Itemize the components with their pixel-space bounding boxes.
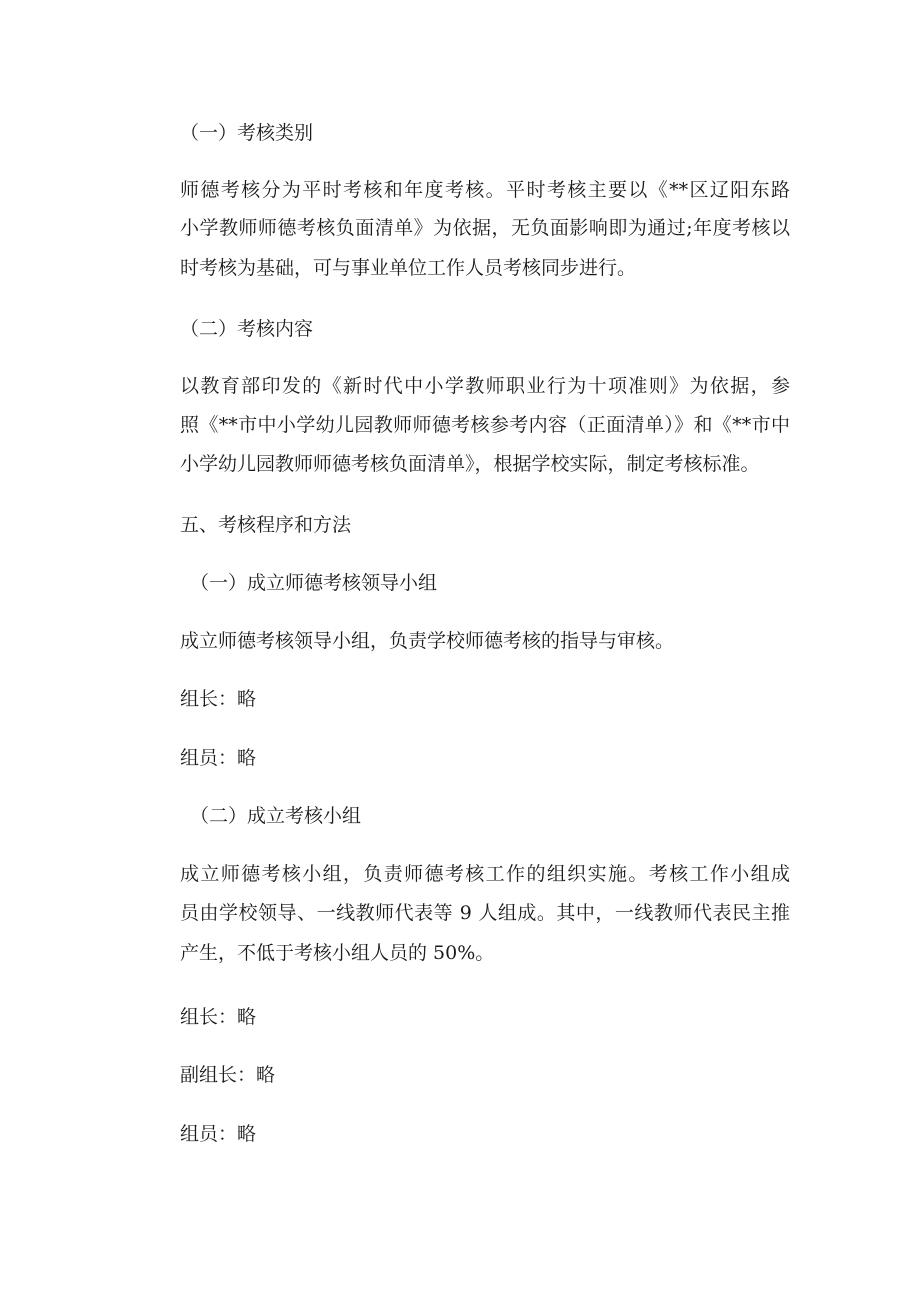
section-content-body-line-1: 以教育部印发的《新时代中小学教师职业行为十项准则》为依据，参 [180, 375, 790, 397]
leader-group-heading: （一）成立师德考核领导小组 [190, 572, 438, 594]
section-type-body-line-2: 小学教师师德考核负面清单》为依据，无负面影响即为通过;年度考核以 [180, 217, 790, 239]
leader-group-leader: 组长：略 [180, 688, 257, 710]
assess-group-body-line-3: 产生，不低于考核小组人员的 50%。 [180, 942, 495, 964]
leader-group-members: 组员：略 [180, 747, 257, 769]
section-type-body-line-1: 师德考核分为平时考核和年度考核。平时考核主要以《**区辽阳东路 [180, 179, 790, 201]
leader-group-body: 成立师德考核领导小组，负责学校师德考核的指导与审核。 [180, 630, 675, 652]
assess-group-deputy: 副组长：略 [180, 1064, 276, 1086]
section-content-body-line-2: 照《**市中小学幼儿园教师师德考核参考内容（正面清单）》和《**市中 [180, 414, 790, 436]
section-content-heading: （二）考核内容 [180, 318, 314, 340]
assess-group-members: 组员：略 [180, 1123, 257, 1145]
assess-group-body-line-1: 成立师德考核小组，负责师德考核工作的组织实施。考核工作小组成 [180, 863, 790, 885]
assess-group-leader: 组长：略 [180, 1006, 257, 1028]
assess-group-body-line-2: 员由学校领导、一线教师代表等 9 人组成。其中，一线教师代表民主推 [180, 902, 790, 924]
chapter-five-heading: 五、考核程序和方法 [180, 514, 352, 536]
assess-group-heading: （二）成立考核小组 [190, 805, 362, 827]
section-content-body-line-3: 小学幼儿园教师师德考核负面清单》，根据学校实际，制定考核标准。 [180, 453, 760, 475]
section-type-body-line-3: 时考核为基础，可与事业单位工作人员考核同步进行。 [180, 257, 637, 279]
section-type-heading: （一）考核类别 [180, 122, 314, 144]
